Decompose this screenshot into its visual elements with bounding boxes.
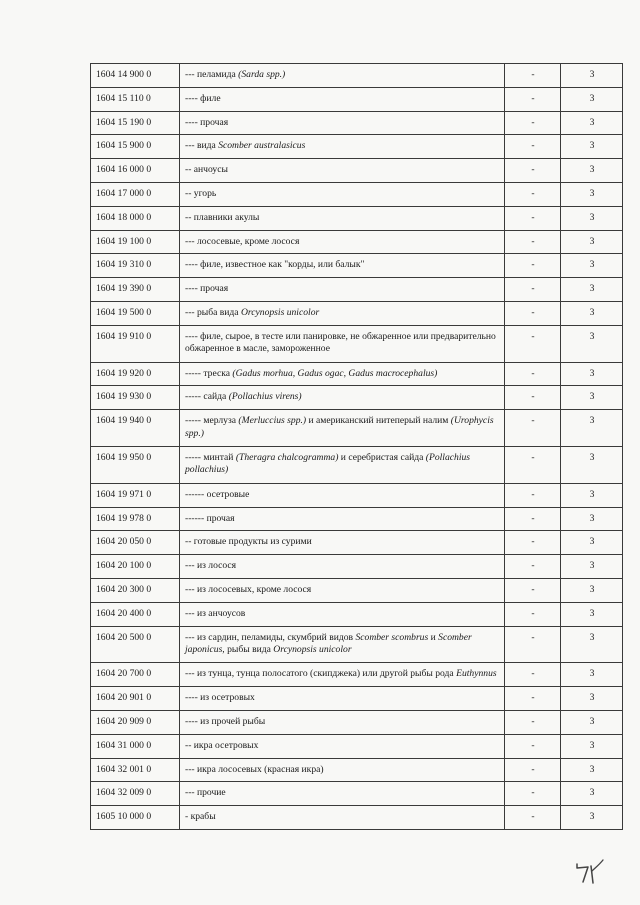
tariff-code-cell: 1604 20 100 0 [91,555,180,579]
description-text: ---- прочая [185,283,229,295]
description-text: и серебристая сайда [338,451,426,463]
description-text: --- прочие [185,787,226,799]
tariff-code-cell: 1604 19 940 0 [91,410,180,447]
species-name: (Merluccius spp.) [238,415,307,427]
table-row [91,206,623,230]
species-name: Euthynnus [456,668,497,680]
table-row [91,301,623,325]
table-row [91,410,623,447]
description-text: ---- из прочей рыбы [185,715,266,727]
rate-cell: - [505,362,561,386]
table-row [91,64,623,88]
description-cell [180,507,505,531]
tariff-code-cell: 1604 20 400 0 [91,602,180,626]
tariff-code-cell: 1604 18 000 0 [91,206,180,230]
value-cell: 3 [561,230,623,254]
description-text: -- угорь [185,187,217,199]
description-text: -- анчоусы [185,164,228,176]
description-text: -- готовые продукты из сурими [185,536,312,548]
rate-cell: - [505,278,561,302]
description-cell [180,806,505,830]
table-row [91,555,623,579]
description-text: -- плавники акулы [185,211,260,223]
description-cell [180,301,505,325]
table-row [91,135,623,159]
description-cell [180,602,505,626]
table-row [91,278,623,302]
description-cell [180,362,505,386]
rate-cell: - [505,531,561,555]
value-cell: 3 [561,555,623,579]
tariff-code-cell: 1604 19 910 0 [91,325,180,362]
rate-cell: - [505,507,561,531]
table-row [91,182,623,206]
rate-cell: - [505,159,561,183]
value-cell: 3 [561,710,623,734]
description-text: --- из анчоусов [185,607,246,619]
description-cell [180,135,505,159]
table-row [91,710,623,734]
value-cell: 3 [561,362,623,386]
description-text: ---- из осетровых [185,692,255,704]
value-cell: 3 [561,507,623,531]
tariff-table-body [91,64,623,830]
species-name: Orcynopsis unicolor [240,306,320,318]
value-cell: 3 [561,687,623,711]
table-row [91,325,623,362]
description-cell [180,626,505,663]
rate-cell: - [505,254,561,278]
table-row [91,734,623,758]
rate-cell: - [505,206,561,230]
value-cell: 3 [561,758,623,782]
description-text: --- из сардин, пеламиды, скумбрий видов [185,631,356,643]
description-text: ---- филе [185,92,221,104]
value-cell: 3 [561,278,623,302]
species-name: (Sarda spp.) [238,69,286,80]
description-cell [180,710,505,734]
rate-cell: - [505,301,561,325]
description-text: ---- прочая [185,116,229,128]
table-row [91,159,623,183]
species-name: Scomber japonicus, [185,631,472,656]
tariff-code-cell: 1604 19 930 0 [91,386,180,410]
rate-cell: - [505,182,561,206]
description-cell [180,758,505,782]
description-cell [180,206,505,230]
tariff-code-cell: 1604 15 900 0 [91,135,180,159]
tariff-table [90,63,623,830]
table-row [91,87,623,111]
description-text: ----- треска [185,367,233,379]
tariff-code-cell: 1604 19 310 0 [91,254,180,278]
value-cell: 3 [561,626,623,663]
species-name: (Urophycis spp.) [185,415,494,439]
rate-cell: - [505,555,561,579]
species-name: (Gadus morhua, Gadus ogac, Gadus macrocephalus) [232,367,438,379]
value-cell: 3 [561,483,623,507]
description-text: ---- филе, известное как "корды, или балык" [185,259,365,271]
handwritten-page-number [573,856,607,888]
description-cell [180,278,505,302]
value-cell: 3 [561,602,623,626]
table-row [91,386,623,410]
value-cell: 3 [561,111,623,135]
value-cell: 3 [561,87,623,111]
description-text: --- лососевые, кроме лосося [185,235,300,247]
description-text: - крабы [185,811,216,823]
table-row [91,483,623,507]
table-row [91,626,623,663]
tariff-code-cell: 1604 20 901 0 [91,687,180,711]
tariff-code-cell: 1604 20 909 0 [91,710,180,734]
description-text: --- рыба вида [185,306,241,318]
tariff-code-cell: 1604 19 978 0 [91,507,180,531]
tariff-code-cell: 1604 14 900 0 [91,64,180,88]
value-cell: 3 [561,782,623,806]
description-text: ------ осетровые [185,488,250,500]
rate-cell: - [505,446,561,483]
tariff-code-cell: 1604 31 000 0 [91,734,180,758]
tariff-code-cell: 1604 19 500 0 [91,301,180,325]
table-row [91,806,623,830]
description-cell [180,254,505,278]
species-name: (Pollachius pollachius) [185,451,471,476]
description-cell [180,386,505,410]
description-text: --- пеламида [185,69,239,80]
tariff-code-cell: 1604 17 000 0 [91,182,180,206]
value-cell: 3 [561,806,623,830]
species-name: (Pollachius virens) [228,391,302,403]
description-text: --- из лососевых, кроме лосося [185,583,312,595]
value-cell: 3 [561,206,623,230]
tariff-code-cell: 1604 19 920 0 [91,362,180,386]
tariff-code-cell: 1604 20 050 0 [91,531,180,555]
description-text: --- вида [185,140,219,152]
value-cell: 3 [561,410,623,447]
description-cell [180,325,505,362]
table-row [91,507,623,531]
description-text: --- из тунца, тунца полосатого (скипджека) или другой рыбы рода [185,668,457,680]
rate-cell: - [505,111,561,135]
rate-cell: - [505,386,561,410]
species-name: Scomber scombrus [355,631,429,643]
tariff-code-cell: 1604 19 100 0 [91,230,180,254]
tariff-code-cell: 1604 20 300 0 [91,578,180,602]
description-cell [180,687,505,711]
description-cell [180,87,505,111]
value-cell: 3 [561,301,623,325]
tariff-code-cell: 1604 15 110 0 [91,87,180,111]
species-name: (Theragra chalcogramma) [235,451,339,463]
description-text: ----- сайда [185,391,229,403]
tariff-code-cell: 1604 19 950 0 [91,446,180,483]
description-cell [180,410,505,447]
rate-cell: - [505,87,561,111]
table-row [91,111,623,135]
table-row [91,531,623,555]
table-row [91,446,623,483]
value-cell: 3 [561,182,623,206]
tariff-code-cell: 1604 19 971 0 [91,483,180,507]
rate-cell: - [505,325,561,362]
tariff-code-cell: 1604 15 190 0 [91,111,180,135]
rate-cell: - [505,782,561,806]
rate-cell: - [505,602,561,626]
table-row [91,663,623,687]
value-cell: 3 [561,254,623,278]
description-cell [180,182,505,206]
table-row [91,782,623,806]
description-cell [180,555,505,579]
value-cell: 3 [561,578,623,602]
tariff-code-cell: 1604 16 000 0 [91,159,180,183]
tariff-code-cell: 1604 19 390 0 [91,278,180,302]
tariff-code-cell: 1604 20 700 0 [91,663,180,687]
rate-cell: - [505,734,561,758]
description-text: ----- мерлуза [185,415,239,427]
rate-cell: - [505,687,561,711]
value-cell: 3 [561,64,623,88]
rate-cell: - [505,806,561,830]
description-text: --- из лосося [185,560,237,572]
description-cell [180,111,505,135]
description-text: и американский нитеперый налим [306,415,451,427]
rate-cell: - [505,578,561,602]
description-cell [180,446,505,483]
description-cell [180,734,505,758]
description-cell [180,578,505,602]
rate-cell: - [505,64,561,88]
tariff-code-cell: 1604 32 009 0 [91,782,180,806]
description-text: и [428,631,439,643]
value-cell: 3 [561,734,623,758]
rate-cell: - [505,663,561,687]
rate-cell: - [505,135,561,159]
rate-cell: - [505,710,561,734]
description-cell [180,64,505,88]
value-cell: 3 [561,159,623,183]
table-row [91,254,623,278]
species-name: Scomber australasicus [218,140,306,152]
description-cell [180,483,505,507]
description-cell [180,531,505,555]
tariff-code-cell: 1604 20 500 0 [91,626,180,663]
value-cell: 3 [561,663,623,687]
description-text: ---- филе, сырое, в тесте или панировке, не обжаренное или предварительно обжаренное в масле, замороженное [185,330,496,355]
species-name: Orcynopsis unicolor [273,644,352,656]
table-row [91,687,623,711]
value-cell: 3 [561,135,623,159]
table-row [91,602,623,626]
description-text: --- икра лососевых (красная икра) [185,763,324,775]
tariff-code-cell: 1605 10 000 0 [91,806,180,830]
rate-cell: - [505,626,561,663]
description-text: ----- минтай [185,451,236,463]
table-row [91,362,623,386]
value-cell: 3 [561,446,623,483]
description-cell [180,663,505,687]
value-cell: 3 [561,325,623,362]
table-row [91,230,623,254]
description-cell [180,782,505,806]
value-cell: 3 [561,386,623,410]
rate-cell: - [505,410,561,447]
description-cell [180,230,505,254]
description-text: -- икра осетровых [185,739,259,751]
rate-cell: - [505,230,561,254]
value-cell: 3 [561,531,623,555]
description-cell [180,159,505,183]
table-row [91,758,623,782]
description-text: рыбы вида [224,644,274,656]
table-row [91,578,623,602]
tariff-code-cell: 1604 32 001 0 [91,758,180,782]
description-text: ------ прочая [185,512,235,524]
rate-cell: - [505,758,561,782]
rate-cell: - [505,483,561,507]
